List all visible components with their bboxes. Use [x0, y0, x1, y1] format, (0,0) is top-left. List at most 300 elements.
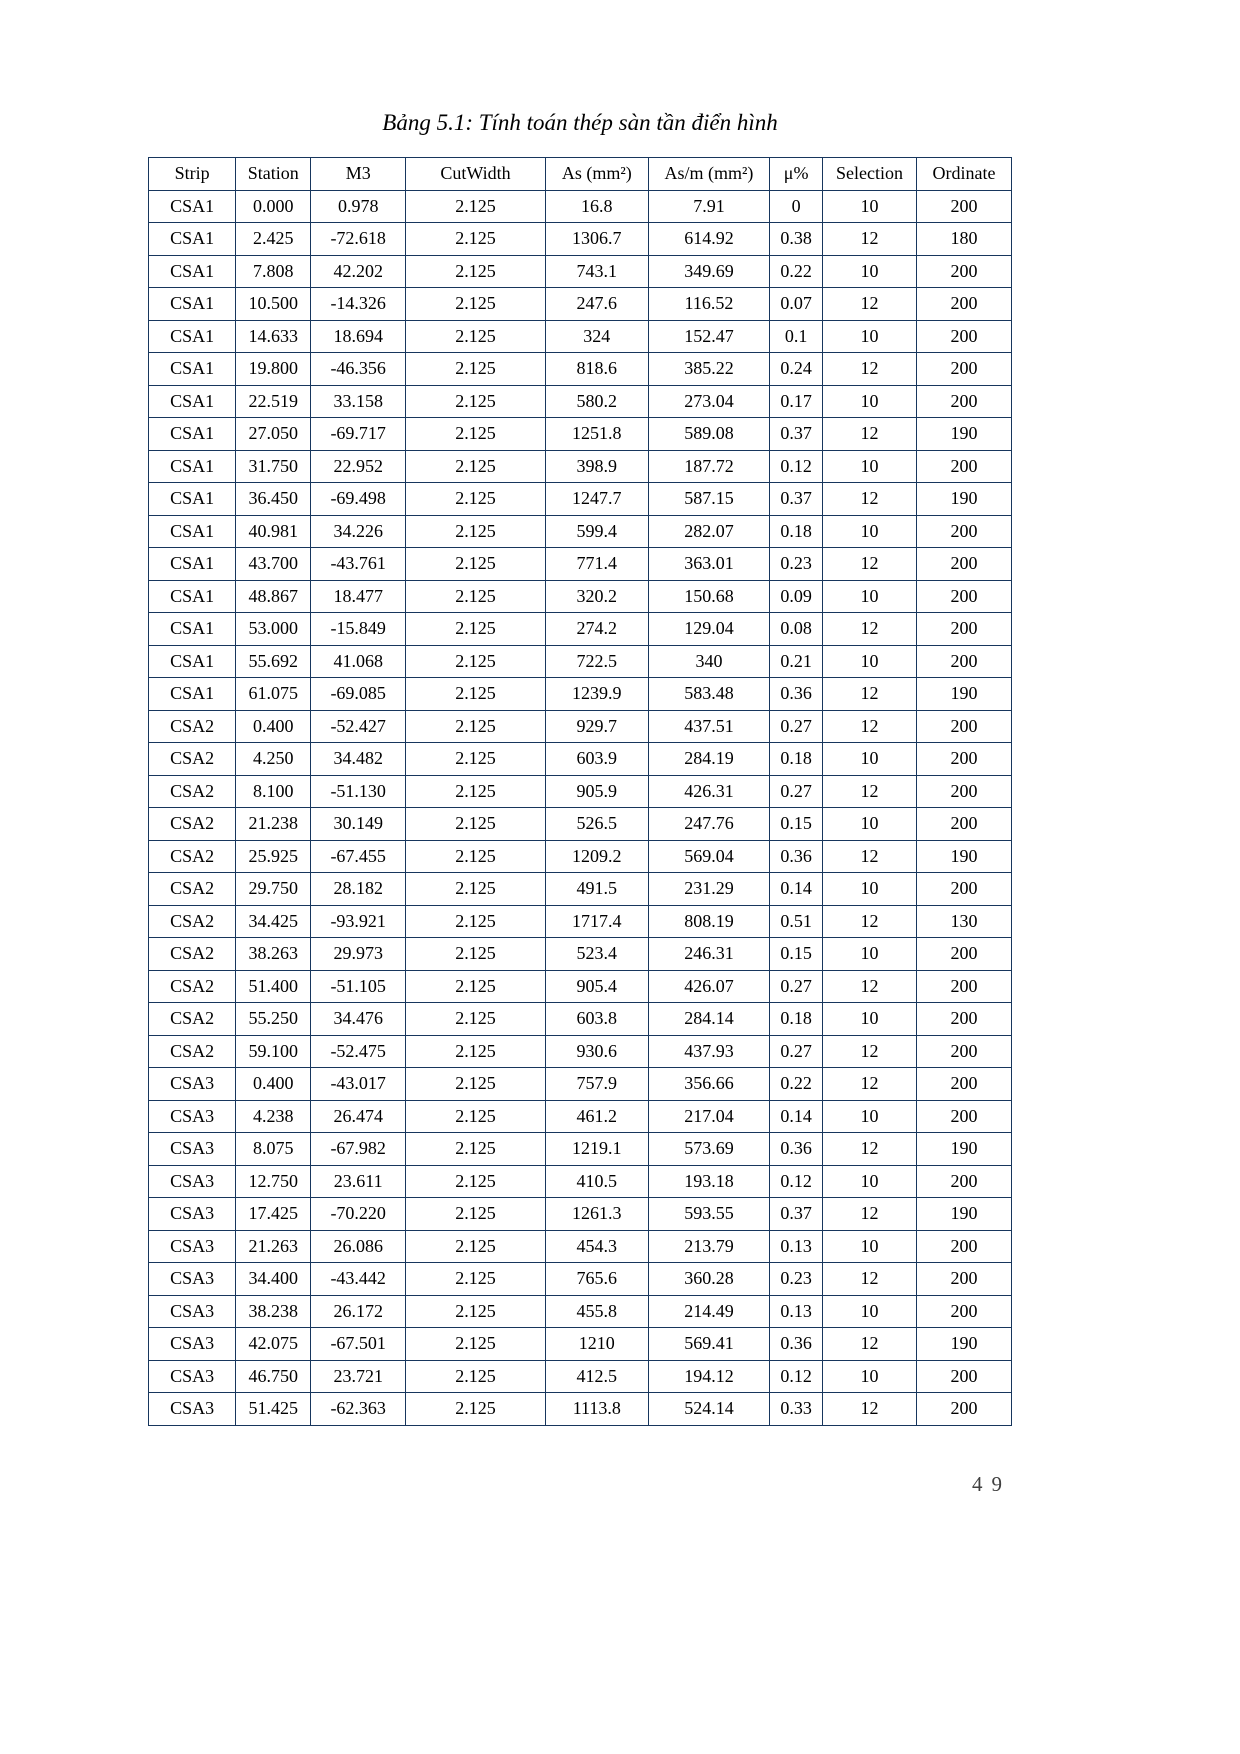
table-cell: -15.849 [311, 613, 406, 646]
table-cell: 905.9 [545, 775, 648, 808]
table-cell: 412.5 [545, 1360, 648, 1393]
table-cell: 36.450 [236, 483, 311, 516]
table-row [149, 288, 1012, 321]
table-cell: 46.750 [236, 1360, 311, 1393]
table-cell: 26.172 [311, 1295, 406, 1328]
table-cell: 0.24 [770, 353, 823, 386]
table-cell: CSA3 [149, 1230, 236, 1263]
table-cell: 2.125 [406, 905, 546, 938]
table-cell: CSA1 [149, 288, 236, 321]
table-cell: 200 [917, 255, 1012, 288]
table-cell: CSA1 [149, 255, 236, 288]
table-cell: 583.48 [648, 678, 770, 711]
table-cell: 10 [822, 1165, 916, 1198]
table-cell: 360.28 [648, 1263, 770, 1296]
table-cell: 16.8 [545, 190, 648, 223]
table-cell: 29.973 [311, 938, 406, 971]
table-cell: 12 [822, 1133, 916, 1166]
table-cell: 10 [822, 450, 916, 483]
table-cell: 12 [822, 775, 916, 808]
table-cell: 12 [822, 1068, 916, 1101]
table-cell: 8.100 [236, 775, 311, 808]
table-cell: 10 [822, 808, 916, 841]
table-cell: 7.91 [648, 190, 770, 223]
table-cell: 200 [917, 970, 1012, 1003]
table-cell: -70.220 [311, 1198, 406, 1231]
table-cell: -93.921 [311, 905, 406, 938]
table-cell: 599.4 [545, 515, 648, 548]
table-cell: 200 [917, 710, 1012, 743]
table-row [149, 1263, 1012, 1296]
column-header: μ% [770, 158, 823, 191]
table-cell: 0.37 [770, 1198, 823, 1231]
table-cell: 0.400 [236, 1068, 311, 1101]
table-cell: CSA1 [149, 645, 236, 678]
table-row [149, 418, 1012, 451]
table-cell: 190 [917, 678, 1012, 711]
column-header: Strip [149, 158, 236, 191]
table-cell: 0.18 [770, 743, 823, 776]
table-cell: 200 [917, 743, 1012, 776]
table-cell: -43.761 [311, 548, 406, 581]
table-row [149, 710, 1012, 743]
table-cell: 10 [822, 938, 916, 971]
table-cell: 2.125 [406, 775, 546, 808]
table-cell: 200 [917, 645, 1012, 678]
table-cell: 0.12 [770, 450, 823, 483]
table-cell: 200 [917, 320, 1012, 353]
table-cell: 2.125 [406, 1133, 546, 1166]
table-row [149, 938, 1012, 971]
table-cell: 21.263 [236, 1230, 311, 1263]
table-row [149, 1165, 1012, 1198]
table-row [149, 515, 1012, 548]
table-cell: 2.125 [406, 450, 546, 483]
table-cell: 43.700 [236, 548, 311, 581]
table-cell: 524.14 [648, 1393, 770, 1426]
table-cell: 569.41 [648, 1328, 770, 1361]
table-cell: 200 [917, 1295, 1012, 1328]
table-cell: 19.800 [236, 353, 311, 386]
table-cell: CSA1 [149, 678, 236, 711]
column-header: As/m (mm²) [648, 158, 770, 191]
table-cell: 55.692 [236, 645, 311, 678]
table-cell: 765.6 [545, 1263, 648, 1296]
table-cell: 2.125 [406, 1165, 546, 1198]
table-cell: 0.36 [770, 1328, 823, 1361]
table-cell: 455.8 [545, 1295, 648, 1328]
table-cell: 10 [822, 515, 916, 548]
table-cell: 200 [917, 1035, 1012, 1068]
table-row [149, 483, 1012, 516]
table-cell: 356.66 [648, 1068, 770, 1101]
table-cell: 808.19 [648, 905, 770, 938]
table-cell: 10.500 [236, 288, 311, 321]
table-cell: 130 [917, 905, 1012, 938]
table-cell: 0.38 [770, 223, 823, 256]
table-cell: 12 [822, 970, 916, 1003]
table-cell: 2.125 [406, 385, 546, 418]
table-cell: 0.33 [770, 1393, 823, 1426]
table-row [149, 1035, 1012, 1068]
table-cell: -46.356 [311, 353, 406, 386]
table-cell: CSA2 [149, 970, 236, 1003]
table-cell: 0.13 [770, 1295, 823, 1328]
table-cell: 200 [917, 1165, 1012, 1198]
table-cell: 10 [822, 645, 916, 678]
table-row [149, 840, 1012, 873]
table-cell: 8.075 [236, 1133, 311, 1166]
table-cell: -43.442 [311, 1263, 406, 1296]
table-cell: 0.09 [770, 580, 823, 613]
table-cell: 523.4 [545, 938, 648, 971]
table-cell: 929.7 [545, 710, 648, 743]
table-cell: 437.51 [648, 710, 770, 743]
table-row [149, 743, 1012, 776]
table-cell: 771.4 [545, 548, 648, 581]
table-cell: 12 [822, 613, 916, 646]
table-cell: 0.18 [770, 515, 823, 548]
table-cell: CSA1 [149, 450, 236, 483]
table-row [149, 808, 1012, 841]
table-row [149, 1328, 1012, 1361]
table-cell: -67.455 [311, 840, 406, 873]
table-cell: -67.982 [311, 1133, 406, 1166]
table-cell: 190 [917, 483, 1012, 516]
table-cell: 25.925 [236, 840, 311, 873]
table-cell: 905.4 [545, 970, 648, 1003]
rebar-calculation-table [148, 157, 1012, 1426]
table-cell: 0.22 [770, 255, 823, 288]
column-header: CutWidth [406, 158, 546, 191]
table-cell: 0.36 [770, 840, 823, 873]
table-cell: 12.750 [236, 1165, 311, 1198]
table-cell: 437.93 [648, 1035, 770, 1068]
table-cell: 2.125 [406, 1198, 546, 1231]
table-row [149, 678, 1012, 711]
table-cell: CSA1 [149, 190, 236, 223]
table-cell: 0 [770, 190, 823, 223]
table-cell: 12 [822, 1263, 916, 1296]
table-cell: 2.125 [406, 1230, 546, 1263]
table-cell: 200 [917, 385, 1012, 418]
table-cell: 193.18 [648, 1165, 770, 1198]
table-cell: 51.425 [236, 1393, 311, 1426]
table-cell: 21.238 [236, 808, 311, 841]
table-cell: 200 [917, 1068, 1012, 1101]
table-cell: 426.07 [648, 970, 770, 1003]
table-body [149, 190, 1012, 1425]
table-cell: CSA1 [149, 548, 236, 581]
table-cell: CSA3 [149, 1198, 236, 1231]
table-cell: 30.149 [311, 808, 406, 841]
table-cell: 33.158 [311, 385, 406, 418]
table-cell: 818.6 [545, 353, 648, 386]
table-cell: 152.47 [648, 320, 770, 353]
table-cell: CSA1 [149, 483, 236, 516]
table-cell: 274.2 [545, 613, 648, 646]
table-row [149, 1003, 1012, 1036]
table-cell: 12 [822, 1328, 916, 1361]
table-row [149, 190, 1012, 223]
table-cell: 0.13 [770, 1230, 823, 1263]
table-cell: 0.1 [770, 320, 823, 353]
table-cell: -69.717 [311, 418, 406, 451]
table-cell: 34.226 [311, 515, 406, 548]
table-caption: Bảng 5.1: Tính toán thép sàn tần điển hình [382, 110, 778, 135]
table-cell: 10 [822, 873, 916, 906]
table-cell: 0.07 [770, 288, 823, 321]
table-cell: 2.125 [406, 1393, 546, 1426]
table-cell: 217.04 [648, 1100, 770, 1133]
table-cell: 2.125 [406, 320, 546, 353]
table-cell: 1210 [545, 1328, 648, 1361]
table-cell: 2.125 [406, 548, 546, 581]
table-cell: 1306.7 [545, 223, 648, 256]
table-cell: 34.425 [236, 905, 311, 938]
table-cell: CSA1 [149, 223, 236, 256]
table-cell: 42.202 [311, 255, 406, 288]
table-cell: CSA1 [149, 385, 236, 418]
table-cell: 59.100 [236, 1035, 311, 1068]
table-cell: 23.721 [311, 1360, 406, 1393]
table-cell: 2.425 [236, 223, 311, 256]
column-header: Ordinate [917, 158, 1012, 191]
column-header: M3 [311, 158, 406, 191]
table-cell: 0.14 [770, 873, 823, 906]
table-cell: 0.22 [770, 1068, 823, 1101]
table-cell: CSA3 [149, 1100, 236, 1133]
table-cell: 18.477 [311, 580, 406, 613]
table-cell: 0.14 [770, 1100, 823, 1133]
table-cell: 614.92 [648, 223, 770, 256]
table-cell: 2.125 [406, 743, 546, 776]
table-cell: CSA1 [149, 418, 236, 451]
table-row [149, 548, 1012, 581]
table-cell: 200 [917, 450, 1012, 483]
table-cell: 0.51 [770, 905, 823, 938]
table-cell: 722.5 [545, 645, 648, 678]
table-cell: 150.68 [648, 580, 770, 613]
column-header: Selection [822, 158, 916, 191]
table-row [149, 1393, 1012, 1426]
table-cell: CSA1 [149, 580, 236, 613]
table-cell: 273.04 [648, 385, 770, 418]
table-row [149, 1198, 1012, 1231]
table-cell: 0.12 [770, 1165, 823, 1198]
column-header: Station [236, 158, 311, 191]
table-cell: 426.31 [648, 775, 770, 808]
table-cell: 1261.3 [545, 1198, 648, 1231]
table-cell: 10 [822, 385, 916, 418]
table-cell: 385.22 [648, 353, 770, 386]
table-cell: 10 [822, 190, 916, 223]
table-cell: 320.2 [545, 580, 648, 613]
table-cell: 526.5 [545, 808, 648, 841]
table-cell: 569.04 [648, 840, 770, 873]
table-cell: 200 [917, 288, 1012, 321]
table-cell: 757.9 [545, 1068, 648, 1101]
table-cell: 26.086 [311, 1230, 406, 1263]
table-cell: 2.125 [406, 1035, 546, 1068]
table-row [149, 645, 1012, 678]
table-cell: 603.9 [545, 743, 648, 776]
table-row [149, 970, 1012, 1003]
table-cell: 12 [822, 483, 916, 516]
table-cell: 0.17 [770, 385, 823, 418]
table-cell: 461.2 [545, 1100, 648, 1133]
table-cell: 10 [822, 255, 916, 288]
table-cell: 0.21 [770, 645, 823, 678]
table-cell: 2.125 [406, 223, 546, 256]
table-cell: 2.125 [406, 1068, 546, 1101]
table-cell: 2.125 [406, 1295, 546, 1328]
table-cell: 200 [917, 1003, 1012, 1036]
table-cell: 34.400 [236, 1263, 311, 1296]
table-cell: 200 [917, 938, 1012, 971]
table-cell: 603.8 [545, 1003, 648, 1036]
table-cell: CSA2 [149, 840, 236, 873]
table-cell: 0.23 [770, 548, 823, 581]
table-cell: 324 [545, 320, 648, 353]
table-cell: 930.6 [545, 1035, 648, 1068]
table-cell: 454.3 [545, 1230, 648, 1263]
table-cell: 12 [822, 1035, 916, 1068]
table-cell: 0.978 [311, 190, 406, 223]
table-cell: 10 [822, 580, 916, 613]
table-cell: CSA2 [149, 873, 236, 906]
table-cell: 180 [917, 223, 1012, 256]
table-cell: 0.15 [770, 938, 823, 971]
table-cell: 2.125 [406, 613, 546, 646]
table-cell: CSA1 [149, 613, 236, 646]
table-cell: -14.326 [311, 288, 406, 321]
table-cell: 0.23 [770, 1263, 823, 1296]
table-cell: 200 [917, 1100, 1012, 1133]
table-cell: -69.498 [311, 483, 406, 516]
table-cell: 12 [822, 1393, 916, 1426]
table-cell: CSA3 [149, 1133, 236, 1166]
table-cell: 2.125 [406, 645, 546, 678]
table-cell: 31.750 [236, 450, 311, 483]
table-cell: 2.125 [406, 873, 546, 906]
table-row [149, 255, 1012, 288]
table-cell: 1247.7 [545, 483, 648, 516]
table-cell: 17.425 [236, 1198, 311, 1231]
table-cell: 410.5 [545, 1165, 648, 1198]
table-cell: 18.694 [311, 320, 406, 353]
table-cell: -52.475 [311, 1035, 406, 1068]
table-cell: 0.15 [770, 808, 823, 841]
table-cell: 55.250 [236, 1003, 311, 1036]
table-cell: 200 [917, 580, 1012, 613]
table-row [149, 613, 1012, 646]
table-cell: 53.000 [236, 613, 311, 646]
table-cell: 214.49 [648, 1295, 770, 1328]
table-row [149, 320, 1012, 353]
table-cell: -51.105 [311, 970, 406, 1003]
table-cell: 0.36 [770, 678, 823, 711]
table-cell: 42.075 [236, 1328, 311, 1361]
table-cell: 580.2 [545, 385, 648, 418]
table-cell: 10 [822, 1360, 916, 1393]
table-cell: 22.952 [311, 450, 406, 483]
table-cell: 12 [822, 1198, 916, 1231]
table-cell: 2.125 [406, 678, 546, 711]
table-cell: 10 [822, 320, 916, 353]
table-cell: 12 [822, 353, 916, 386]
table-cell: 27.050 [236, 418, 311, 451]
table-cell: 2.125 [406, 288, 546, 321]
table-cell: -51.130 [311, 775, 406, 808]
table-cell: 0.27 [770, 710, 823, 743]
table-cell: 200 [917, 515, 1012, 548]
table-cell: 589.08 [648, 418, 770, 451]
table-cell: 2.125 [406, 1100, 546, 1133]
table-cell: CSA1 [149, 515, 236, 548]
table-cell: 194.12 [648, 1360, 770, 1393]
table-cell: CSA1 [149, 353, 236, 386]
page-number: 49 [972, 1472, 1011, 1496]
table-cell: 247.6 [545, 288, 648, 321]
table-cell: 363.01 [648, 548, 770, 581]
table-cell: 200 [917, 808, 1012, 841]
table-row [149, 1100, 1012, 1133]
table-cell: 2.125 [406, 483, 546, 516]
table-row [149, 223, 1012, 256]
table-cell: 116.52 [648, 288, 770, 321]
table-cell: 2.125 [406, 938, 546, 971]
table-cell: 200 [917, 548, 1012, 581]
table-cell: 12 [822, 288, 916, 321]
table-cell: 1717.4 [545, 905, 648, 938]
table-cell: CSA3 [149, 1263, 236, 1296]
table-row [149, 905, 1012, 938]
table-cell: CSA3 [149, 1165, 236, 1198]
table-cell: 284.14 [648, 1003, 770, 1036]
table-cell: 10 [822, 743, 916, 776]
table-cell: 340 [648, 645, 770, 678]
table-cell: 0.12 [770, 1360, 823, 1393]
table-cell: -67.501 [311, 1328, 406, 1361]
table-cell: 34.476 [311, 1003, 406, 1036]
table-row [149, 1360, 1012, 1393]
table-cell: 2.125 [406, 515, 546, 548]
table-cell: -52.427 [311, 710, 406, 743]
table-cell: 190 [917, 1328, 1012, 1361]
table-cell: 0.37 [770, 418, 823, 451]
table-cell: 213.79 [648, 1230, 770, 1263]
table-cell: 129.04 [648, 613, 770, 646]
table-cell: 1209.2 [545, 840, 648, 873]
table-row [149, 1133, 1012, 1166]
table-cell: 12 [822, 678, 916, 711]
table-cell: -69.085 [311, 678, 406, 711]
table-cell: 1251.8 [545, 418, 648, 451]
table-cell: 12 [822, 223, 916, 256]
table-cell: 2.125 [406, 190, 546, 223]
table-cell: 28.182 [311, 873, 406, 906]
table-cell: 10 [822, 1295, 916, 1328]
table-cell: 200 [917, 353, 1012, 386]
table-cell: 743.1 [545, 255, 648, 288]
table-cell: 0.000 [236, 190, 311, 223]
table-cell: 4.250 [236, 743, 311, 776]
table-cell: 26.474 [311, 1100, 406, 1133]
table-cell: 2.125 [406, 808, 546, 841]
table-cell: 12 [822, 905, 916, 938]
table-cell: CSA3 [149, 1393, 236, 1426]
